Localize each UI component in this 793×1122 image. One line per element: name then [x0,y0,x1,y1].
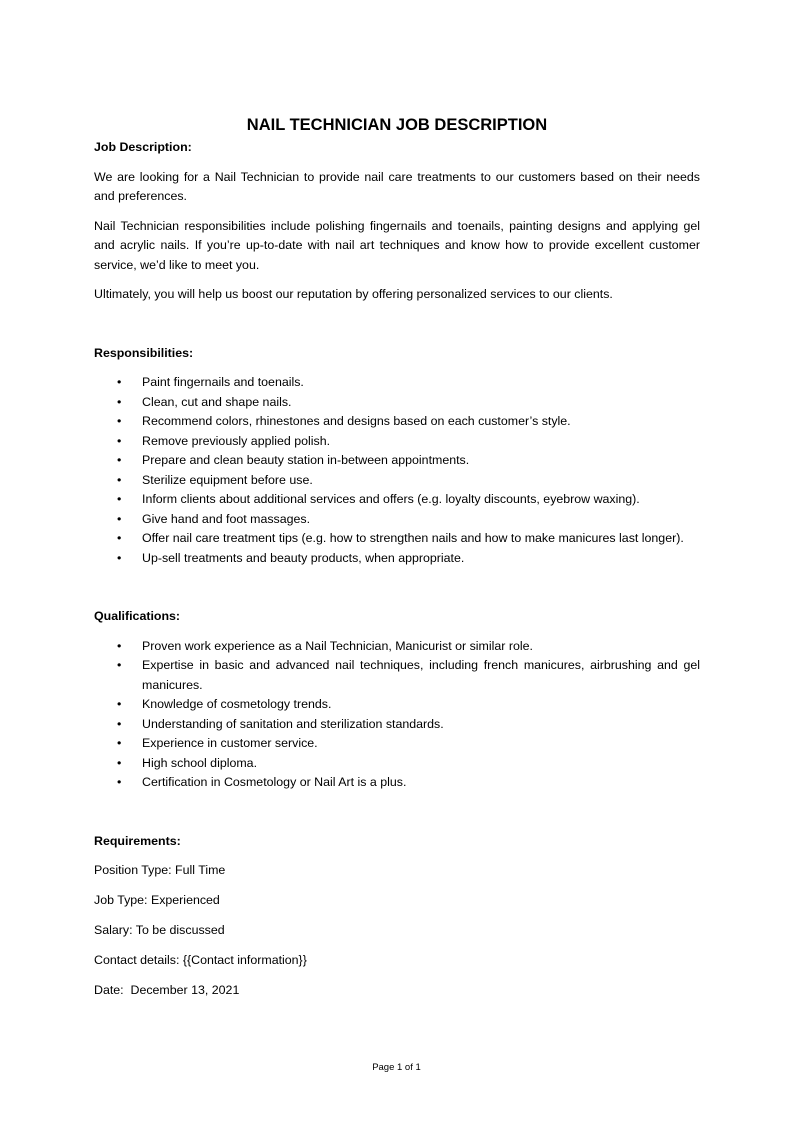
list-item [94,432,700,452]
section-spacer [94,315,700,344]
list-item [94,549,700,569]
list-item-text: Knowledge of cosmetology trends. [142,697,332,711]
section-spacer [94,803,700,832]
requirements-section [94,832,700,1001]
bullet-icon: • [117,472,122,487]
bullet-icon: • [117,433,122,448]
section-spacer [94,578,700,607]
bullet-icon: • [117,736,122,750]
job-description-heading: Job Description: [94,140,192,154]
list-item [94,734,700,754]
contact-details-line: Contact details: {{Contact information}} [94,953,307,967]
list-item-text: Give hand and foot massages. [142,511,311,526]
list-item-text: Paint fingernails and toenails. [142,375,304,389]
bullet-icon: • [117,658,122,672]
qualifications-heading: Qualifications: [94,609,181,623]
bullet-icon: • [117,511,122,526]
list-item-text: Proven work experience as a Nail Technician, Manicurist or similar role. [142,638,533,653]
list-item-text: Offer nail care treatment tips (e.g. how to strengthen nails and how to make manicures last longer). [142,531,684,545]
bullet-icon: • [117,775,122,789]
document-body [94,114,700,1011]
list-item [94,412,700,432]
list-item [94,529,700,549]
job-description-paragraph: Ultimately, you will help us boost our reputation by offering personalized services to our clients. [94,287,613,301]
list-item [94,637,700,657]
date-line: Date: December 13, 2021 [94,983,240,997]
list-item-text: Remove previously applied polish. [142,433,331,448]
list-item-text: Expertise in basic and advanced nail techniques, including french manicures, airbrushing and gel manicures. [142,658,700,692]
requirements-heading: Requirements: [94,833,181,848]
page-number: Page 1 of 1 [372,1062,421,1073]
qualifications-section [94,607,700,793]
bullet-icon: • [117,755,122,770]
responsibilities-heading: Responsibilities: [94,345,194,360]
position-type-line: Position Type: Full Time [94,863,226,877]
bullet-icon: • [117,453,122,467]
qualifications-list [94,637,700,793]
list-item-text: Inform clients about additional services and offers (e.g. loyalty discounts, eyebrow waxing). [142,492,640,506]
list-item [94,393,700,413]
list-item-text: Understanding of sanitation and sterilization standards. [142,716,444,731]
list-item-text: High school diploma. [142,755,258,770]
list-item [94,754,700,774]
job-description-paragraph: We are looking for a Nail Technician to provide nail care treatments to our customers based on their needs and preferences. [94,169,700,203]
list-item [94,695,700,715]
list-item-text: Clean, cut and shape nails. [142,394,292,409]
job-description-section [94,138,700,305]
job-description-paragraph: Nail Technician responsibilities include polishing fingernails and toenails, painting designs and applying gel and acrylic nails. If you’re up-to-date with nail art techniques and know how to provide excellent customer service, we’d like to meet you. [94,218,700,272]
list-item [94,773,700,793]
bullet-icon: • [117,531,122,545]
bullet-icon: • [117,716,122,731]
bullet-icon: • [117,375,122,389]
job-type-line: Job Type: Experienced [94,893,220,907]
responsibilities-list [94,373,700,568]
salary-line: Salary: To be discussed [94,923,225,937]
list-item [94,656,700,695]
list-item-text: Sterilize equipment before use. [142,472,313,487]
list-item [94,715,700,735]
list-item [94,490,700,510]
list-item-text: Recommend colors, rhinestones and designs based on each customer’s style. [142,414,571,428]
bullet-icon: • [117,414,122,428]
list-item-text: Certification in Cosmetology or Nail Art is a plus. [142,775,407,789]
bullet-icon: • [117,394,122,409]
list-item-text: Experience in customer service. [142,736,318,750]
bullet-icon: • [117,492,122,506]
document-title: NAIL TECHNICIAN JOB DESCRIPTION [246,116,548,134]
list-item [94,471,700,491]
list-item-text: Prepare and clean beauty station in-between appointments. [142,453,470,467]
bullet-icon: • [117,638,122,653]
list-item [94,451,700,471]
bullet-icon: • [117,550,122,565]
responsibilities-section [94,344,700,569]
list-item [94,373,700,393]
list-item [94,510,700,530]
bullet-icon: • [117,697,122,711]
list-item-text: Up-sell treatments and beauty products, when appropriate. [142,550,465,565]
